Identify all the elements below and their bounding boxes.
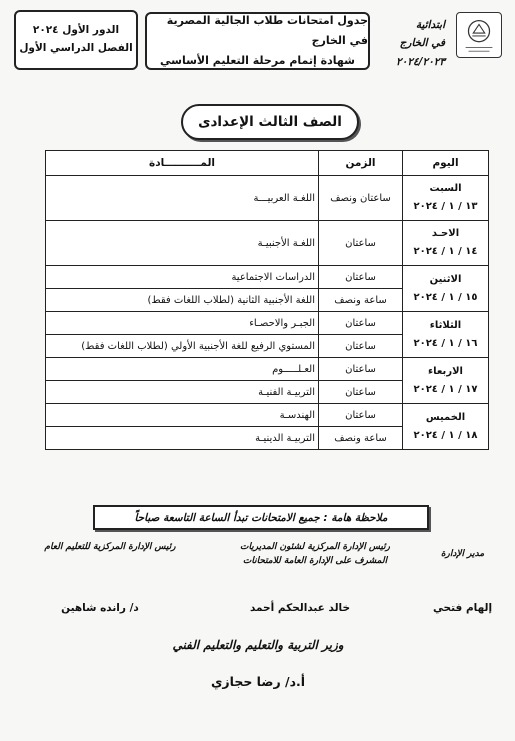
day-name: الثلاثاء — [429, 319, 462, 331]
time-cell: ساعتان — [319, 221, 403, 266]
subject-cell: اللغـة العربيـــة — [46, 176, 319, 221]
time-cell: ساعة ونصف — [319, 427, 403, 450]
time-cell: ساعتان — [319, 266, 403, 289]
exam-schedule-table — [45, 150, 489, 450]
header-right-line-3: ٢٠٢٤/٢٠٢٣ — [396, 55, 445, 68]
header-right-block — [375, 16, 445, 71]
day-date: ١٦ / ١ / ٢٠٢٤ — [413, 337, 478, 349]
day-name: السبت — [429, 183, 462, 194]
header-title-box — [145, 12, 370, 70]
subject-cell: التربيـة الدينيـة — [46, 427, 319, 450]
ministry-logo — [456, 12, 502, 58]
day-cell — [403, 266, 489, 312]
time-cell: ساعتان — [319, 404, 403, 427]
day-date: ١٨ / ١ / ٢٠٢٤ — [413, 429, 478, 441]
signature-subtitle-2: المشرف على الإدارة العامة للامتحانات — [242, 556, 388, 567]
signature-title-2: رئيس الإدارة المركزية لشئون المديريات — [240, 542, 390, 552]
time-cell: ساعة ونصف — [319, 289, 403, 312]
subject-cell: العـلـــــوم — [46, 358, 319, 381]
header-term-line-1: الدور الأول ٢٠٢٤ — [32, 24, 120, 37]
header-right-line-1: ابتدائية — [415, 19, 445, 31]
header-time: الزمن — [319, 151, 403, 176]
table-row — [46, 221, 489, 266]
section-title: الصف الثالث الإعدادى — [181, 104, 359, 140]
day-name: الاثنين — [429, 273, 462, 285]
subject-cell: اللغـة الأجنبيـة — [46, 221, 319, 266]
day-name: الخميس — [425, 411, 466, 423]
subject-cell: الدراسات الاجتماعية — [46, 266, 319, 289]
time-cell: ساعتان — [319, 381, 403, 404]
table-row — [46, 404, 489, 427]
day-cell — [403, 312, 489, 358]
header-right-line-2: في الخارج — [399, 37, 445, 50]
table-row — [46, 176, 489, 221]
signature-name-3: د/ رانده شاهين — [61, 602, 139, 614]
important-note: ملاحظة هامة : جميع الامتحانات تبدأ الساعة التاسعة صباحاً — [93, 505, 429, 530]
day-date: ١٣ / ١ / ٢٠٢٤ — [413, 201, 478, 212]
day-cell — [403, 221, 489, 266]
day-cell — [403, 404, 489, 450]
subject-cell: الهندسـة — [46, 404, 319, 427]
signature-title-3: رئيس الإدارة المركزية للتعليم العام — [44, 542, 176, 552]
time-cell: ساعتان — [319, 312, 403, 335]
time-cell: ساعتان — [319, 358, 403, 381]
time-cell: ساعتان ونصف — [319, 176, 403, 221]
signature-name-2: خالد عبدالحكم أحمد — [249, 602, 351, 614]
signature-title-1: مدير الإدارة — [440, 549, 485, 559]
day-cell — [403, 358, 489, 404]
minister-name: أ.د/ رضا حجازي — [210, 674, 306, 689]
subject-cell: الجبـر والاحصـاء — [46, 312, 319, 335]
day-date: ١٧ / ١ / ٢٠٢٤ — [413, 383, 478, 395]
day-name: الاحـد — [431, 228, 460, 239]
header-title-line-1: جدول امتحانات طلاب الجالية المصرية في الخارج — [166, 14, 368, 48]
table-row — [46, 266, 489, 289]
day-date: ١٥ / ١ / ٢٠٢٤ — [413, 291, 478, 303]
header-day: اليوم — [403, 151, 489, 176]
day-name: الاربعاء — [428, 365, 463, 377]
subject-cell: التربيـة الفنيـة — [46, 381, 319, 404]
table-row — [46, 358, 489, 381]
table-row — [46, 312, 489, 335]
header-subject: المــــــــــادة — [46, 151, 319, 176]
header-term-box — [14, 10, 138, 70]
day-cell — [403, 176, 489, 221]
time-cell: ساعتان — [319, 335, 403, 358]
table-header-row — [46, 151, 489, 176]
header-term-line-2: الفصل الدراسي الأول — [19, 42, 133, 54]
signature-block-2 — [210, 540, 420, 569]
day-date: ١٤ / ١ / ٢٠٢٤ — [413, 246, 478, 257]
subject-cell: اللغة الأجنبية الثانية (لطلاب اللغات فقط) — [46, 289, 319, 312]
header-title-line-2: شهادة إتمام مرحلة التعليم الأساسي — [160, 53, 355, 67]
subject-cell: المستوي الرفيع للغة الأجنبية الأولي (لطلاب اللغات فقط) — [46, 335, 319, 358]
signature-name-1: إلهام فتحي — [432, 602, 493, 614]
minister-title: وزير التربية والتعليم والتعليم الفني — [172, 638, 344, 652]
